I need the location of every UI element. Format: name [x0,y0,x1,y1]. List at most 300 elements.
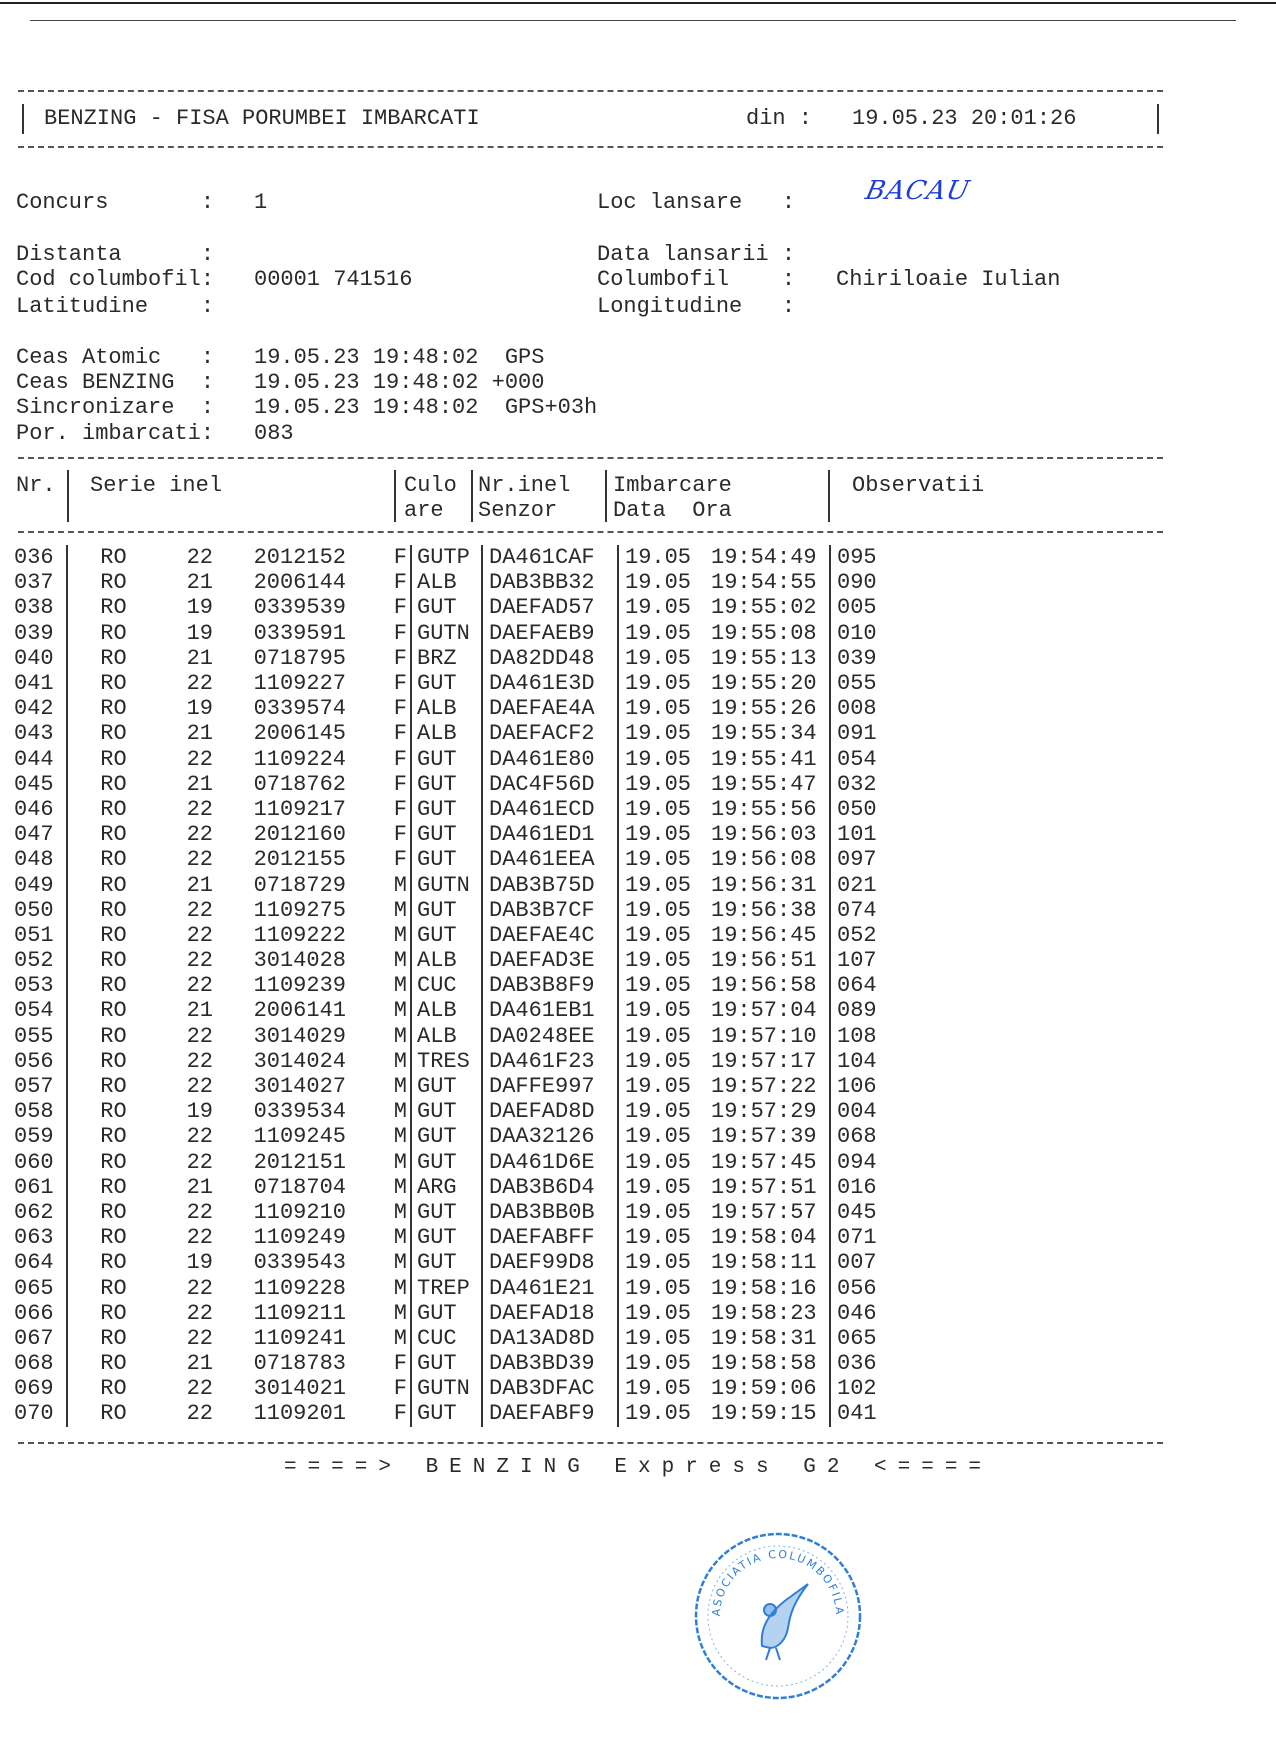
row-time: 19:55:41 [711,746,817,772]
row-ring-number: 0718762 [253,771,346,797]
row-observatii: 036 [830,1351,897,1376]
row-sensor-ring: DA0248EE [482,1024,618,1049]
row-date: 19.05 [618,1275,711,1300]
row-year: 21 [186,771,213,797]
row-sex: M [393,1048,407,1074]
row-year: 22 [186,1275,213,1301]
col-header-imbarcare-2: Data Ora [613,498,732,523]
row-year: 22 [186,822,213,848]
row-nr: 060 [14,1149,54,1175]
row-observatii: 102 [830,1376,897,1401]
row-sensor-ring: DAEFAD8D [482,1099,618,1124]
table-row [14,1250,897,1275]
row-country: RO [67,872,159,897]
row-year: 22 [186,746,213,772]
row-color: GUT [411,797,482,822]
row-nr: 043 [14,721,54,747]
table-row [14,1024,897,1049]
row-sensor-ring: DA461E21 [482,1275,618,1300]
row-observatii: 097 [830,847,897,872]
row-sex: F [393,1401,407,1427]
row-time: 19:55:13 [711,645,817,671]
row-year: 22 [186,847,213,873]
row-date: 19.05 [618,1049,711,1074]
row-observatii: 089 [830,998,897,1023]
longitudine-label: Longitudine : [597,294,796,319]
footer-banner: ====> BENZING Express G2 <==== [283,1456,993,1479]
header-left-bar [22,104,24,134]
table-row [14,998,897,1023]
row-time: 19:59:06 [711,1376,817,1402]
row-sex: M [393,1099,407,1125]
print-datetime: 19.05.23 20:01:26 [852,106,1077,131]
row-date: 19.05 [618,973,711,998]
row-color: ALB [411,998,482,1023]
row-observatii: 007 [830,1250,897,1275]
row-country: RO [67,772,159,797]
row-country: RO [67,998,159,1023]
row-ring-number: 3014024 [253,1048,346,1074]
col-divider [828,470,830,522]
row-observatii: 074 [830,898,897,923]
row-observatii: 039 [830,646,897,671]
row-ring-number: 1109245 [253,1124,346,1150]
row-observatii: 065 [830,1326,897,1351]
col-header-nr: Nr. [16,473,56,498]
table-row [14,1351,897,1376]
col-header-culoare-1: Culo [404,473,457,498]
row-observatii: 095 [830,545,897,570]
row-year: 19 [186,696,213,722]
row-year: 19 [186,620,213,646]
row-date: 19.05 [618,621,711,646]
row-nr: 050 [14,897,54,923]
row-country: RO [67,973,159,998]
row-year: 22 [186,1376,213,1402]
row-date: 19.05 [618,872,711,897]
row-nr: 045 [14,771,54,797]
row-observatii: 010 [830,621,897,646]
row-sensor-ring: DAEFACF2 [482,721,618,746]
row-nr: 064 [14,1250,54,1276]
row-date: 19.05 [618,923,711,948]
row-date: 19.05 [618,595,711,620]
row-ring-number: 1109227 [253,671,346,697]
row-color: GUT [411,1301,482,1326]
row-observatii: 052 [830,923,897,948]
row-color: GUT [411,1351,482,1376]
row-sensor-ring: DAB3BB32 [482,570,618,595]
row-sensor-ring: DAEFABF9 [482,1401,618,1426]
row-sensor-ring: DA461CAF [482,545,618,570]
row-sex: M [393,1023,407,1049]
loc-lansare-handwritten: BACAU [862,176,973,206]
row-country: RO [67,1074,159,1099]
row-time: 19:57:51 [711,1174,817,1200]
row-time: 19:57:17 [711,1048,817,1074]
col-header-observatii: Observatii [852,473,985,498]
row-nr: 048 [14,847,54,873]
row-date: 19.05 [618,1099,711,1124]
header-bottom-rule [18,146,1163,148]
row-time: 19:58:04 [711,1225,817,1251]
row-ring-number: 1109210 [253,1199,346,1225]
row-year: 21 [186,721,213,747]
row-country: RO [67,747,159,772]
columns-bottom-rule [18,531,1163,533]
row-year: 22 [186,973,213,999]
row-sensor-ring: DAEFAD57 [482,595,618,620]
row-color: GUTN [411,621,482,646]
row-country: RO [67,1175,159,1200]
table-row [14,747,897,772]
row-observatii: 108 [830,1024,897,1049]
row-time: 19:55:56 [711,796,817,822]
row-date: 19.05 [618,822,711,847]
row-time: 19:57:45 [711,1149,817,1175]
row-year: 22 [186,1149,213,1175]
row-observatii: 050 [830,797,897,822]
row-nr: 044 [14,746,54,772]
row-ring-number: 0718704 [253,1174,346,1200]
row-nr: 068 [14,1351,54,1377]
row-sex: F [393,847,407,873]
table-row [14,872,897,897]
row-year: 22 [186,948,213,974]
row-observatii: 041 [830,1401,897,1426]
col-header-serie: Serie inel [90,473,223,498]
row-year: 21 [186,1174,213,1200]
row-ring-number: 0718729 [253,872,346,898]
row-sex: M [393,1199,407,1225]
row-color: BRZ [411,646,482,671]
row-year: 22 [186,897,213,923]
row-time: 19:55:02 [711,595,817,621]
row-ring-number: 1109249 [253,1225,346,1251]
club-stamp [690,1528,866,1704]
row-sex: M [393,1275,407,1301]
col-header-nrinel-1: Nr.inel [478,473,571,498]
row-time: 19:56:38 [711,897,817,923]
top-border-line [0,2,1276,4]
row-time: 19:56:08 [711,847,817,873]
row-sex: M [393,1325,407,1351]
row-sex: M [393,1174,407,1200]
row-ring-number: 0339574 [253,696,346,722]
row-date: 19.05 [618,1150,711,1175]
row-nr: 047 [14,822,54,848]
row-country: RO [67,1376,159,1401]
col-header-nrinel-2: Senzor [478,498,558,523]
row-nr: 046 [14,796,54,822]
row-ring-number: 1109224 [253,746,346,772]
row-color: GUT [411,1401,482,1426]
row-country: RO [67,1024,159,1049]
table-row [14,1124,897,1149]
table-row [14,1099,897,1124]
row-date: 19.05 [618,1326,711,1351]
col-divider [67,470,69,522]
row-nr: 057 [14,1074,54,1100]
row-nr: 038 [14,595,54,621]
row-sensor-ring: DA82DD48 [482,646,618,671]
row-country: RO [67,923,159,948]
row-color: GUT [411,747,482,772]
table-row [14,948,897,973]
row-time: 19:58:11 [711,1250,817,1276]
row-year: 22 [186,1199,213,1225]
porumbei-imbarcati-label: Por. imbarcati: [16,421,215,446]
page-title: BENZING - FISA PORUMBEI IMBARCATI [44,106,480,131]
row-sensor-ring: DAFFE997 [482,1074,618,1099]
row-ring-number: 0718783 [253,1351,346,1377]
row-country: RO [67,671,159,696]
row-sex: M [393,998,407,1024]
row-sex: F [393,771,407,797]
table-row [14,1175,897,1200]
row-sensor-ring: DAEFABFF [482,1225,618,1250]
row-sensor-ring: DA461F23 [482,1049,618,1074]
row-color: GUT [411,822,482,847]
table-row [14,721,897,746]
row-sex: F [393,746,407,772]
row-observatii: 046 [830,1301,897,1326]
row-ring-number: 2012151 [253,1149,346,1175]
row-year: 22 [186,545,213,571]
row-sensor-ring: DAB3B8F9 [482,973,618,998]
row-year: 21 [186,998,213,1024]
row-sensor-ring: DAB3B6D4 [482,1175,618,1200]
row-sex: M [393,973,407,999]
row-color: GUT [411,1250,482,1275]
row-time: 19:55:08 [711,620,817,646]
columbofil-label: Columbofil : [597,267,796,292]
row-color: ALB [411,948,482,973]
table-row [14,1275,897,1300]
col-divider [605,470,607,522]
row-year: 19 [186,1250,213,1276]
row-country: RO [67,847,159,872]
row-sensor-ring: DAEFAEB9 [482,621,618,646]
row-date: 19.05 [618,898,711,923]
table-row [14,1150,897,1175]
row-date: 19.05 [618,1401,711,1426]
row-sex: F [393,1376,407,1402]
row-year: 22 [186,1325,213,1351]
row-date: 19.05 [618,1301,711,1326]
row-time: 19:56:51 [711,948,817,974]
row-sensor-ring: DA461ECD [482,797,618,822]
row-country: RO [67,721,159,746]
row-sensor-ring: DA461E3D [482,671,618,696]
row-observatii: 068 [830,1124,897,1149]
row-ring-number: 2012152 [253,545,346,571]
row-sex: M [393,1124,407,1150]
row-time: 19:56:45 [711,922,817,948]
row-observatii: 090 [830,570,897,595]
table-row [14,923,897,948]
row-date: 19.05 [618,721,711,746]
row-date: 19.05 [618,797,711,822]
row-sensor-ring: DAB3B7CF [482,898,618,923]
row-nr: 052 [14,948,54,974]
row-sex: F [393,822,407,848]
table-row [14,898,897,923]
row-date: 19.05 [618,646,711,671]
row-year: 19 [186,1099,213,1125]
row-color: GUTN [411,1376,482,1401]
row-date: 19.05 [618,948,711,973]
row-sex: M [393,1225,407,1251]
row-color: GUT [411,772,482,797]
table-row [14,772,897,797]
row-sensor-ring: DAC4F56D [482,772,618,797]
row-observatii: 071 [830,1225,897,1250]
row-observatii: 104 [830,1049,897,1074]
row-sensor-ring: DA461EEA [482,847,618,872]
row-ring-number: 2006144 [253,570,346,596]
row-ring-number: 1109211 [253,1300,346,1326]
row-color: GUT [411,1200,482,1225]
row-sensor-ring: DA13AD8D [482,1326,618,1351]
row-country: RO [67,948,159,973]
row-nr: 069 [14,1376,54,1402]
table-row [14,1376,897,1401]
table-row [14,570,897,595]
loc-lansare-label: Loc lansare : [597,190,796,215]
row-country: RO [67,1049,159,1074]
row-ring-number: 0339539 [253,595,346,621]
row-ring-number: 1109201 [253,1401,346,1427]
row-nr: 037 [14,570,54,596]
table-row [14,545,897,570]
row-date: 19.05 [618,998,711,1023]
row-date: 19.05 [618,696,711,721]
row-country: RO [67,1401,159,1426]
row-ring-number: 3014029 [253,1023,346,1049]
row-color: GUT [411,1099,482,1124]
row-date: 19.05 [618,545,711,570]
row-time: 19:57:57 [711,1199,817,1225]
row-year: 21 [186,570,213,596]
row-sensor-ring: DA461EB1 [482,998,618,1023]
row-observatii: 094 [830,1150,897,1175]
row-sex: F [393,645,407,671]
row-nr: 056 [14,1048,54,1074]
row-sex: F [393,721,407,747]
row-year: 22 [186,1300,213,1326]
row-sex: M [393,1300,407,1326]
row-year: 22 [186,1023,213,1049]
row-sex: F [393,570,407,596]
row-country: RO [67,1301,159,1326]
row-date: 19.05 [618,1200,711,1225]
row-sensor-ring: DAEFAD18 [482,1301,618,1326]
row-nr: 070 [14,1401,54,1427]
row-ring-number: 2012160 [253,822,346,848]
table-row [14,1074,897,1099]
table-row [14,621,897,646]
row-ring-number: 1109241 [253,1325,346,1351]
row-country: RO [67,898,159,923]
row-time: 19:56:31 [711,872,817,898]
row-date: 19.05 [618,1351,711,1376]
row-ring-number: 0339534 [253,1099,346,1125]
row-country: RO [67,1200,159,1225]
row-time: 19:59:15 [711,1401,817,1427]
row-nr: 054 [14,998,54,1024]
row-sex: M [393,1250,407,1276]
row-observatii: 005 [830,595,897,620]
row-observatii: 064 [830,973,897,998]
row-date: 19.05 [618,1376,711,1401]
row-sensor-ring: DA461ED1 [482,822,618,847]
col-divider [471,470,473,522]
row-date: 19.05 [618,1250,711,1275]
row-year: 22 [186,922,213,948]
row-nr: 053 [14,973,54,999]
row-sex: F [393,671,407,697]
row-sex: F [393,595,407,621]
table-row [14,671,897,696]
table-bottom-rule [18,1442,1163,1444]
row-color: ALB [411,721,482,746]
row-country: RO [67,646,159,671]
row-color: GUTP [411,545,482,570]
col-divider [394,470,396,522]
table-row [14,1326,897,1351]
row-nr: 036 [14,545,54,571]
row-country: RO [67,545,159,570]
row-nr: 051 [14,922,54,948]
row-color: GUT [411,671,482,696]
row-sensor-ring: DAB3BB0B [482,1200,618,1225]
row-color: GUT [411,923,482,948]
row-sex: M [393,1149,407,1175]
row-ring-number: 3014021 [253,1376,346,1402]
data-lansarii-label: Data lansarii : [597,242,796,267]
row-nr: 055 [14,1023,54,1049]
row-country: RO [67,1326,159,1351]
ceas-benzing-label: Ceas BENZING : [16,370,215,395]
row-date: 19.05 [618,1024,711,1049]
row-color: ARG [411,1175,482,1200]
row-color: GUT [411,1225,482,1250]
row-sensor-ring: DAB3B75D [482,872,618,897]
din-label: din : [746,106,813,131]
row-date: 19.05 [618,847,711,872]
row-observatii: 032 [830,772,897,797]
table-row [14,1301,897,1326]
sincronizare-value: 19.05.23 19:48:02 GPS+03h [254,395,598,420]
row-country: RO [67,797,159,822]
row-date: 19.05 [618,671,711,696]
row-year: 22 [186,1225,213,1251]
col-header-imbarcare-1: Imbarcare [613,473,732,498]
row-nr: 062 [14,1199,54,1225]
row-time: 19:56:03 [711,822,817,848]
row-color: GUT [411,1124,482,1149]
concurs-label: Concurs : [16,190,215,215]
table-row [14,1401,897,1426]
row-sex: F [393,1351,407,1377]
table-row [14,646,897,671]
pigeon-table-body [14,545,897,1427]
row-observatii: 106 [830,1074,897,1099]
row-sensor-ring: DAEFAE4A [482,696,618,721]
row-sensor-ring: DA461D6E [482,1150,618,1175]
row-nr: 040 [14,645,54,671]
